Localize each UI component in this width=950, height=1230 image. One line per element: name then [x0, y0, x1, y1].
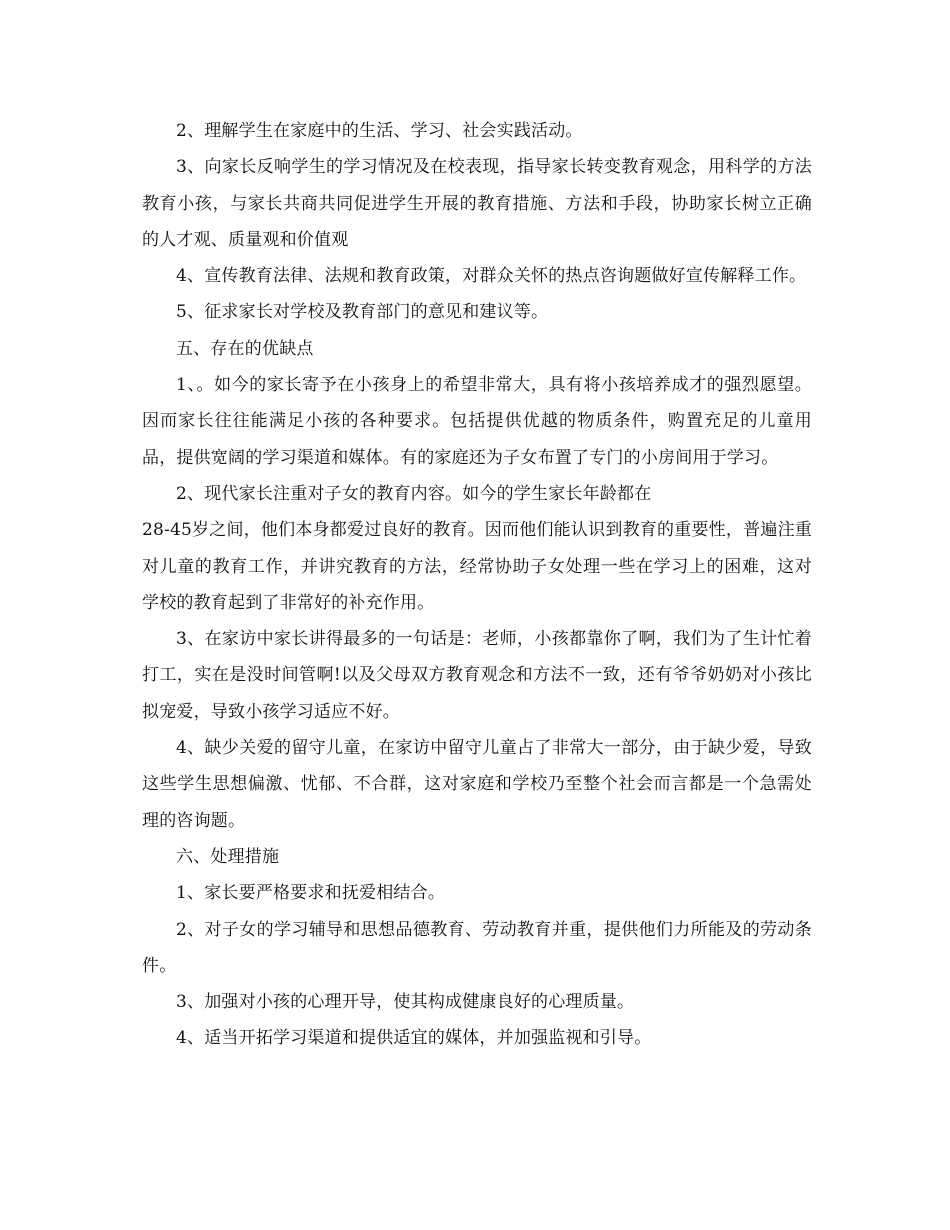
section-heading-pros-cons: 五、存在的优缺点	[176, 338, 314, 359]
paragraph-5-collect-opinions: 5、征求家长对学校及教育部门的意见和建议等。	[176, 302, 549, 323]
paragraph-pros-2-continued: 28-45岁之间，他们本身都爱过良好的教育。因而他们能认识到教育的重要性，普遍注重对儿童的教育工作，并讲究教育的方法，经常协助子女处理一些在学习上的困难，这对学校的教育起到了非常好的补充作用。	[142, 520, 812, 613]
paragraph-measure-2: 2、对子女的学习辅导和思想品德教育、劳动教育并重，提供他们力所能及的劳动条件。	[142, 919, 812, 976]
section-heading-measures: 六、处理措施	[176, 846, 280, 867]
paragraph-2-understand-students: 2、理解学生在家庭中的生活、学习、社会实践活动。	[176, 121, 583, 141]
paragraph-measure-4: 4、适当开拓学习渠道和提供适宜的媒体，并加强监视和引导。	[176, 1028, 652, 1049]
document-body	[142, 113, 812, 1057]
paragraph-measure-1: 1、家长要严格要求和抚爱相结合。	[176, 883, 446, 904]
paragraph-cons-3-parents-quote: 3、在家访中家长讲得最多的一句话是：老师，小孩都靠你了啊，我们为了生计忙着打工，实在是没时间管啊!以及父母双方教育观念和方法不一致，还有爷爷奶奶对小孩比拟宠爱，导致小孩学习适应不好。	[142, 629, 812, 722]
paragraph-4-publicize-education-law: 4、宣传教育法律、法规和教育政策，对群众关怀的热点咨询题做好宣传解释工作。	[176, 266, 807, 287]
paragraph-cons-4-left-behind-children: 4、缺少关爱的留守儿童，在家访中留守儿童占了非常大一部分，由于缺少爱，导致这些学生思想偏激、忧郁、不合群，这对家庭和学校乃至整个社会而言都是一个急需处理的咨询题。	[142, 738, 812, 831]
paragraph-pros-1-expectations: 1、。如今的家长寄予在小孩身上的希望非常大，具有将小孩培养成才的强烈愿望。因而家长往往能满足小孩的各种要求。包括提供优越的物质条件，购置充足的儿童用品，提供宽阔的学习渠道和媒体。有的家庭还为子女布置了专门的小房间用于学习。	[142, 375, 812, 468]
paragraph-measure-3: 3、加强对小孩的心理开导，使其构成健康良好的心理质量。	[176, 992, 635, 1013]
paragraph-3-feedback-to-parents: 3、向家长反响学生的学习情况及在校表现，指导家长转变教育观念，用科学的方法教育小孩，与家长共商共同促进学生开展的教育措施、方法和手段，协助家长树立正确的人才观、质量观和价值观	[142, 157, 812, 250]
paragraph-pros-2-education-content: 2、现代家长注重对子女的教育内容。如今的学生家长年龄都在	[176, 483, 652, 504]
